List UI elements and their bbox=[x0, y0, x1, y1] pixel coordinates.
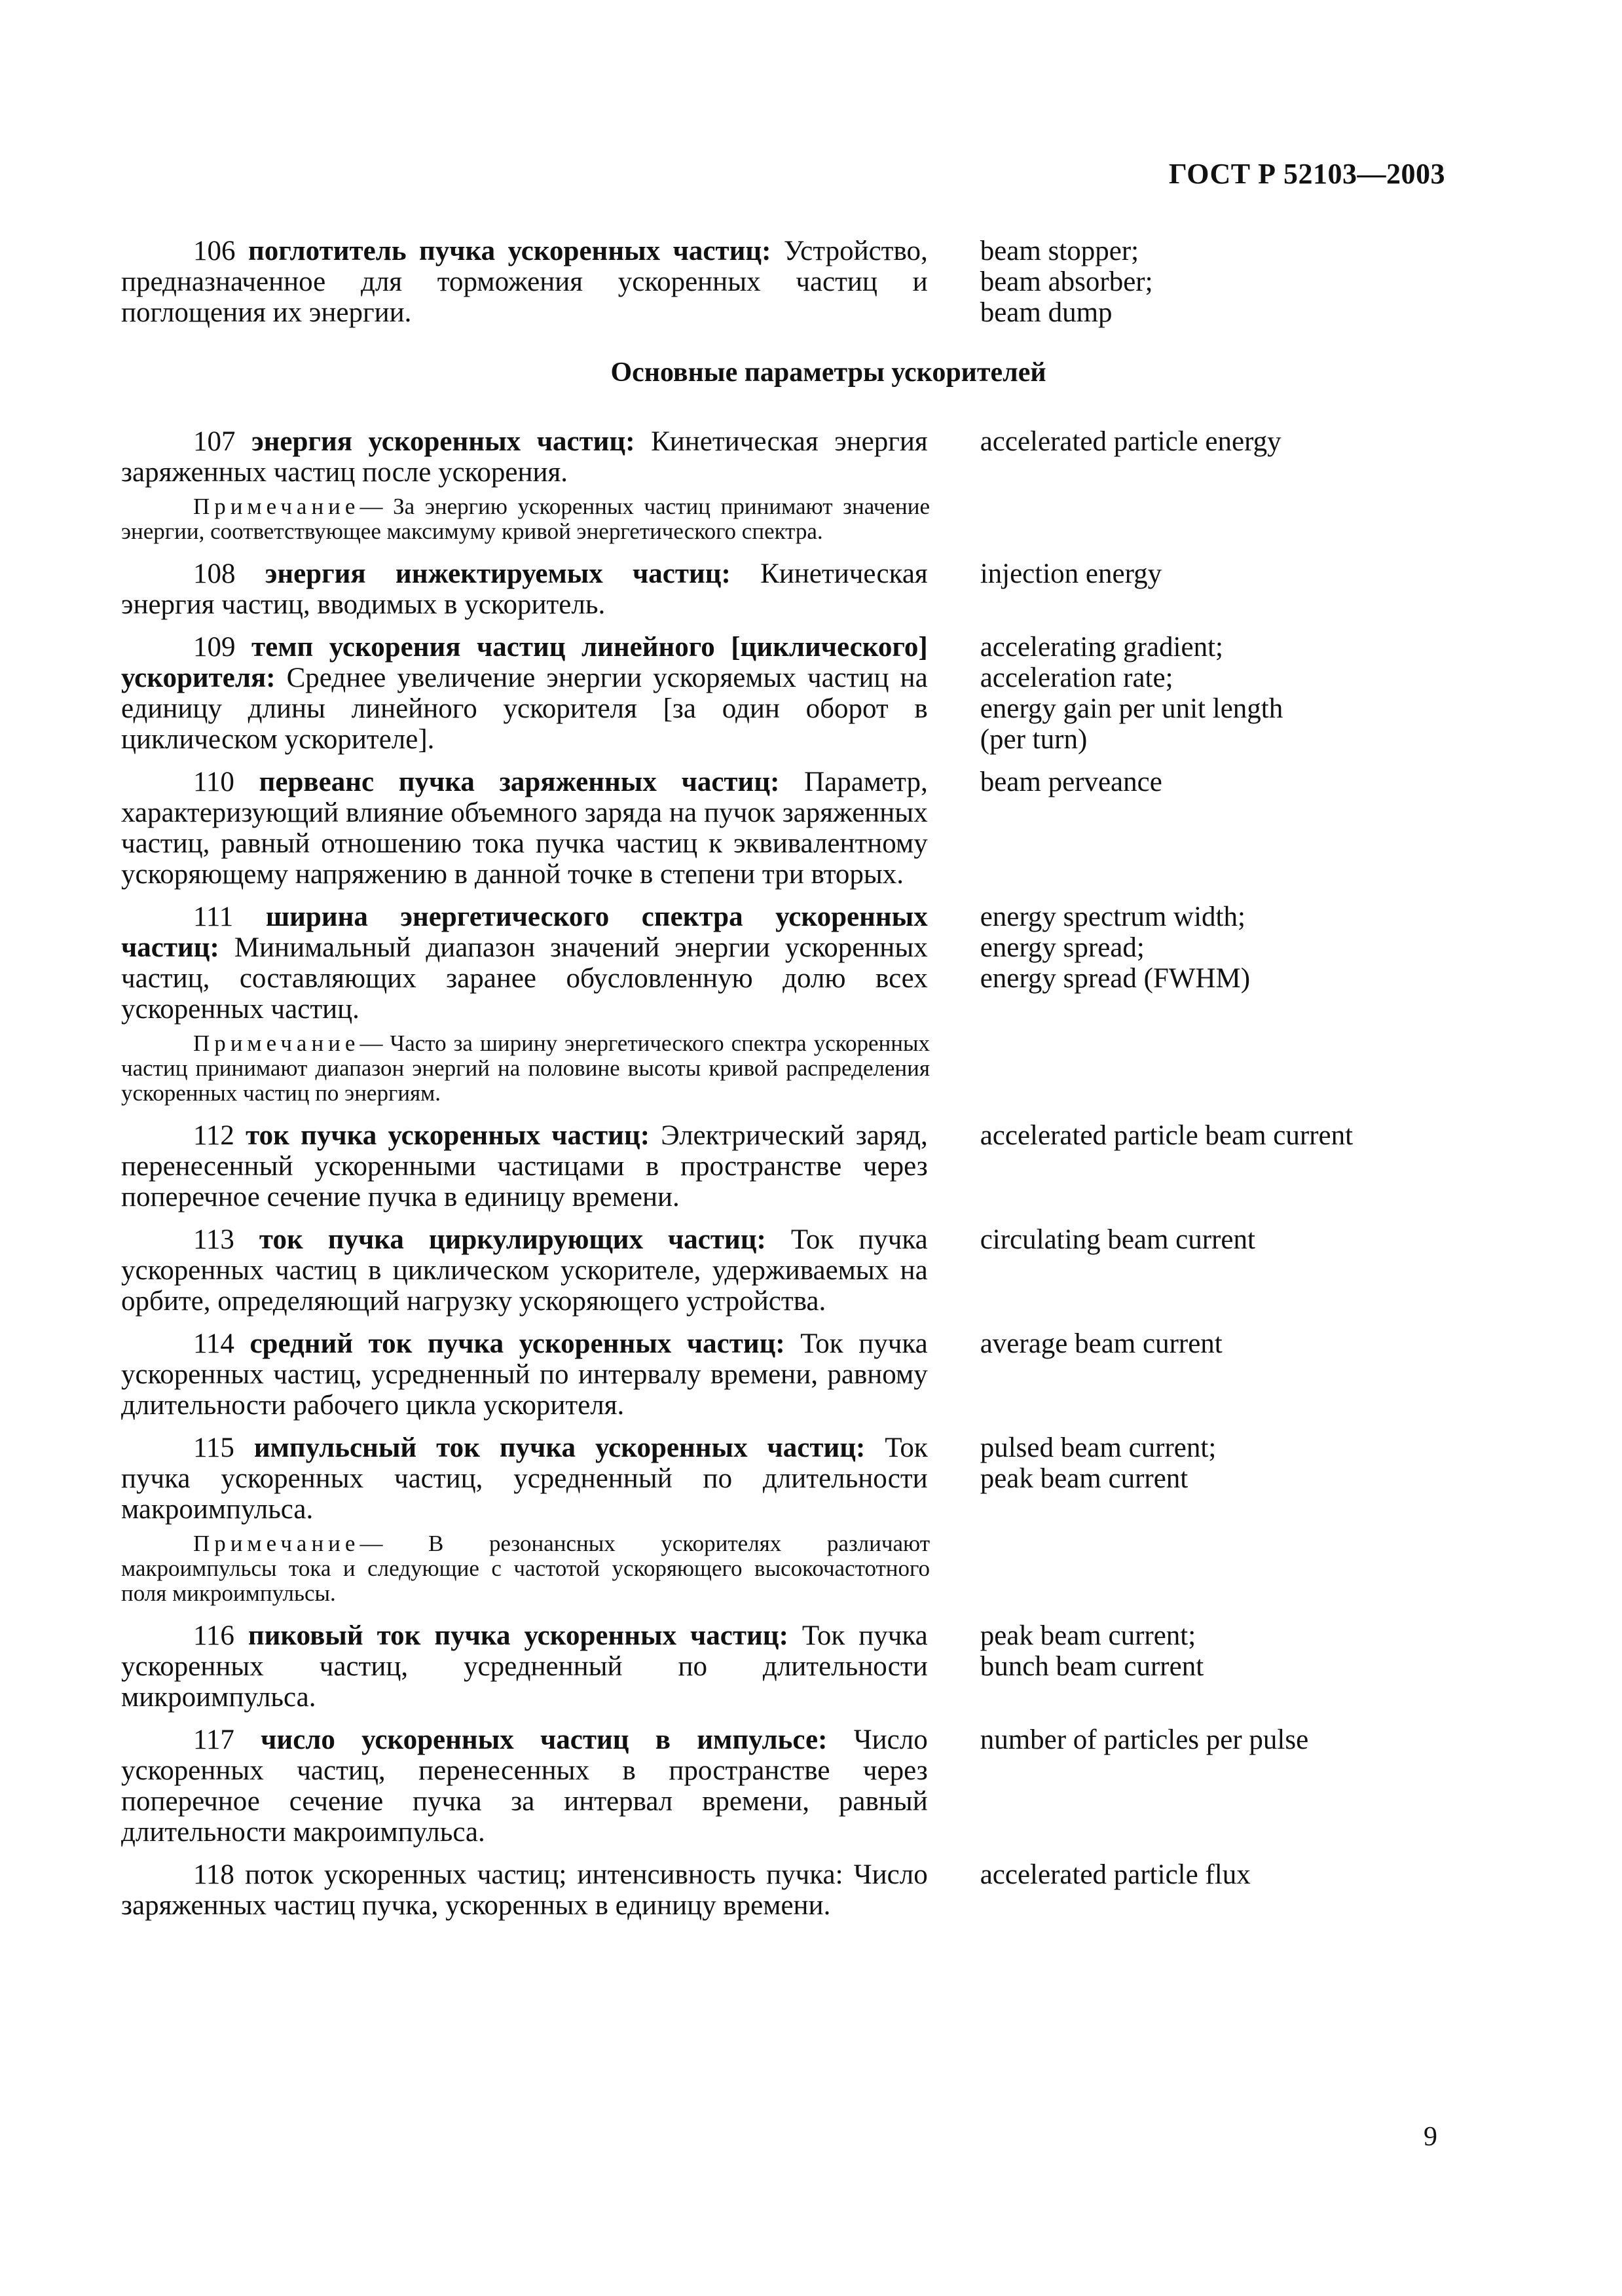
term-entry-112 bbox=[121, 1120, 1398, 1212]
term-definition bbox=[121, 1620, 928, 1713]
english-equivalents bbox=[980, 767, 1398, 890]
term-definition bbox=[121, 1724, 928, 1848]
term-entry-111 bbox=[121, 902, 1398, 1025]
term-definition bbox=[121, 632, 928, 755]
definition-text: Минимальный диапазон значений энергии ускоренных частиц, составляющих заранее обусловленную долю всех ускоренных частиц. bbox=[121, 932, 928, 1025]
term-name: импульсный ток пучка ускоренных частиц: bbox=[253, 1432, 866, 1463]
english-term: accelerated particle beam current bbox=[980, 1120, 1354, 1151]
document-header: ГОСТ Р 52103—2003 bbox=[1168, 158, 1445, 190]
english-term: accelerated particle energy bbox=[980, 426, 1281, 457]
english-term: energy spectrum width; bbox=[980, 902, 1245, 932]
english-equivalents bbox=[980, 1120, 1398, 1212]
term-name: число ускоренных частиц в импульсе: bbox=[261, 1724, 828, 1755]
term-name: энергия ускоренных частиц: bbox=[251, 426, 635, 457]
term-number: 116 bbox=[193, 1620, 234, 1651]
term-name: пиковый ток пучка ускоренных частиц: bbox=[248, 1620, 788, 1651]
note-label: Примечание bbox=[193, 1030, 360, 1056]
english-equivalents bbox=[980, 902, 1398, 1025]
english-equivalents bbox=[980, 426, 1398, 488]
note-text: — За энергию ускоренных частиц принимают значение энергии, соответствующее максимуму кривой энергетического спектра. bbox=[121, 494, 930, 544]
english-term: accelerated particle flux bbox=[980, 1859, 1251, 1890]
page-number: 9 bbox=[1424, 2122, 1437, 2152]
terms-content bbox=[121, 236, 1398, 1933]
english-term: energy gain per unit length bbox=[980, 693, 1283, 724]
english-equivalents bbox=[980, 632, 1398, 755]
note-111 bbox=[121, 1031, 930, 1106]
english-term: peak beam current; bbox=[980, 1620, 1196, 1651]
term-definition bbox=[121, 1328, 928, 1421]
term-entry-118 bbox=[121, 1859, 1398, 1921]
note-107 bbox=[121, 494, 930, 544]
definition-text: поток ускоренных частиц; интенсивность пучка: Число заряженных частиц пучка, ускоренных в единицу времени. bbox=[121, 1859, 928, 1921]
english-term: pulsed beam current; bbox=[980, 1432, 1217, 1463]
term-definition bbox=[121, 767, 928, 890]
term-number: 109 bbox=[193, 632, 236, 663]
note-text: — Часто за ширину энергетического спектра ускоренных частиц принимают диапазон энергий на половине высоты кривой распределения ускоренных частиц по энергиям. bbox=[121, 1030, 930, 1106]
english-equivalents bbox=[980, 1224, 1398, 1317]
english-term: beam perveance bbox=[980, 767, 1162, 797]
term-name: энергия инжектируемых частиц: bbox=[265, 558, 731, 589]
term-name: средний ток пучка ускоренных частиц: bbox=[249, 1328, 785, 1359]
definition-text: Кинетическая энергия заряженных частиц после ускорения. bbox=[121, 426, 928, 488]
term-name: ширина энергетического спектра ускоренных частиц: bbox=[121, 902, 928, 963]
term-definition bbox=[121, 426, 928, 488]
note-115 bbox=[121, 1531, 930, 1606]
term-name: первеанс пучка заряженных частиц: bbox=[259, 767, 780, 797]
term-entry-109 bbox=[121, 632, 1398, 755]
term-number: 112 bbox=[193, 1120, 234, 1151]
definition-text: Ток пучка ускоренных частиц, усредненный по длительности макроимпульса. bbox=[121, 1432, 928, 1525]
term-definition bbox=[121, 1859, 928, 1921]
term-number: 118 bbox=[193, 1859, 234, 1890]
definition-text: Среднее увеличение энергии ускоряемых частиц на единицу длины линейного ускорителя [за один оборот в циклическом ускорителе]. bbox=[121, 663, 928, 755]
english-term: accelerating gradient; bbox=[980, 632, 1223, 663]
term-entry-115 bbox=[121, 1432, 1398, 1525]
term-definition bbox=[121, 558, 928, 620]
note-label: Примечание bbox=[193, 1531, 360, 1556]
term-name: темп ускорения частиц линейного [циклического] ускорителя: bbox=[121, 632, 928, 693]
term-definition bbox=[121, 236, 928, 328]
term-number: 108 bbox=[193, 558, 236, 589]
definition-text: Ток пучка ускоренных частиц, усредненный по интервалу времени, равному длительности рабочего цикла ускорителя. bbox=[121, 1328, 928, 1421]
english-equivalents bbox=[980, 1328, 1398, 1421]
definition-text: Ток пучка ускоренных частиц в циклическом ускорителе, удерживаемых на орбите, определяющий нагрузку ускоряющего устройства. bbox=[121, 1224, 928, 1317]
english-term: beam absorber; bbox=[980, 266, 1153, 297]
term-definition bbox=[121, 902, 928, 1025]
definition-text: Электрический заряд, перенесенный ускоренными частицами в пространстве через поперечное сечение пучка в единицу времени. bbox=[121, 1120, 928, 1212]
english-term: injection energy bbox=[980, 558, 1162, 589]
term-entry-114 bbox=[121, 1328, 1398, 1421]
section-title: Основные параметры ускорителей bbox=[610, 357, 1046, 388]
english-equivalents bbox=[980, 1620, 1398, 1713]
english-term: acceleration rate; bbox=[980, 663, 1173, 693]
term-name: ток пучка ускоренных частиц: bbox=[246, 1120, 650, 1151]
english-equivalents bbox=[980, 1859, 1398, 1921]
term-name: поглотитель пучка ускоренных частиц: bbox=[248, 236, 771, 266]
english-term: beam stopper; bbox=[980, 236, 1139, 266]
english-term: (per turn) bbox=[980, 724, 1088, 755]
term-entry-116 bbox=[121, 1620, 1398, 1713]
english-term: peak beam current bbox=[980, 1463, 1189, 1494]
definition-text: Число ускоренных частиц, перенесенных в пространстве через поперечное сечение пучка за интервал времени, равный длительности макроимпульса. bbox=[121, 1724, 928, 1848]
term-name: ток пучка циркулирующих частиц: bbox=[259, 1224, 766, 1255]
term-definition bbox=[121, 1432, 928, 1525]
english-term: number of particles per pulse bbox=[980, 1724, 1309, 1755]
english-equivalents bbox=[980, 558, 1398, 620]
note-text: — В резонансных ускорителях различают макроимпульсы тока и следующие с частотой ускоряющего высокочастотного поля микроимпульсы. bbox=[121, 1531, 930, 1606]
english-term: energy spread; bbox=[980, 932, 1145, 963]
english-term: bunch beam current bbox=[980, 1651, 1204, 1682]
definition-text: Параметр, характеризующий влияние объемного заряда на пучок заряженных частиц, равный отношению тока пучка частиц к эквивалентному ускоряющему напряжению в данной точке в степени три вторых. bbox=[121, 767, 928, 890]
term-definition bbox=[121, 1224, 928, 1317]
term-number: 107 bbox=[193, 426, 236, 457]
english-equivalents bbox=[980, 1432, 1398, 1525]
term-entry-108 bbox=[121, 558, 1398, 620]
term-number: 113 bbox=[193, 1224, 234, 1255]
term-number: 106 bbox=[193, 236, 236, 266]
definition-text: Кинетическая энергия частиц, вводимых в ускоритель. bbox=[121, 558, 928, 620]
term-number: 114 bbox=[193, 1328, 234, 1359]
english-term: circulating beam current bbox=[980, 1224, 1255, 1255]
term-number: 117 bbox=[193, 1724, 234, 1755]
term-entry-110 bbox=[121, 767, 1398, 890]
english-equivalents bbox=[980, 236, 1398, 328]
definition-text: Устройство, предназначенное для торможения ускоренных частиц и поглощения их энергии. bbox=[121, 236, 928, 328]
term-entry-113 bbox=[121, 1224, 1398, 1317]
term-number: 115 bbox=[193, 1432, 234, 1463]
english-equivalents bbox=[980, 1724, 1398, 1848]
term-entry-117 bbox=[121, 1724, 1398, 1848]
term-entry-106 bbox=[121, 236, 1398, 328]
definition-text: Ток пучка ускоренных частиц, усредненный по длительности микроимпульса. bbox=[121, 1620, 928, 1713]
english-term: average beam current bbox=[980, 1328, 1223, 1359]
term-entry-107 bbox=[121, 426, 1398, 488]
term-number: 110 bbox=[193, 767, 234, 797]
english-term: energy spread (FWHM) bbox=[980, 963, 1251, 994]
english-term: beam dump bbox=[980, 297, 1113, 328]
note-label: Примечание bbox=[193, 494, 360, 519]
term-number: 111 bbox=[193, 902, 234, 932]
term-definition bbox=[121, 1120, 928, 1212]
